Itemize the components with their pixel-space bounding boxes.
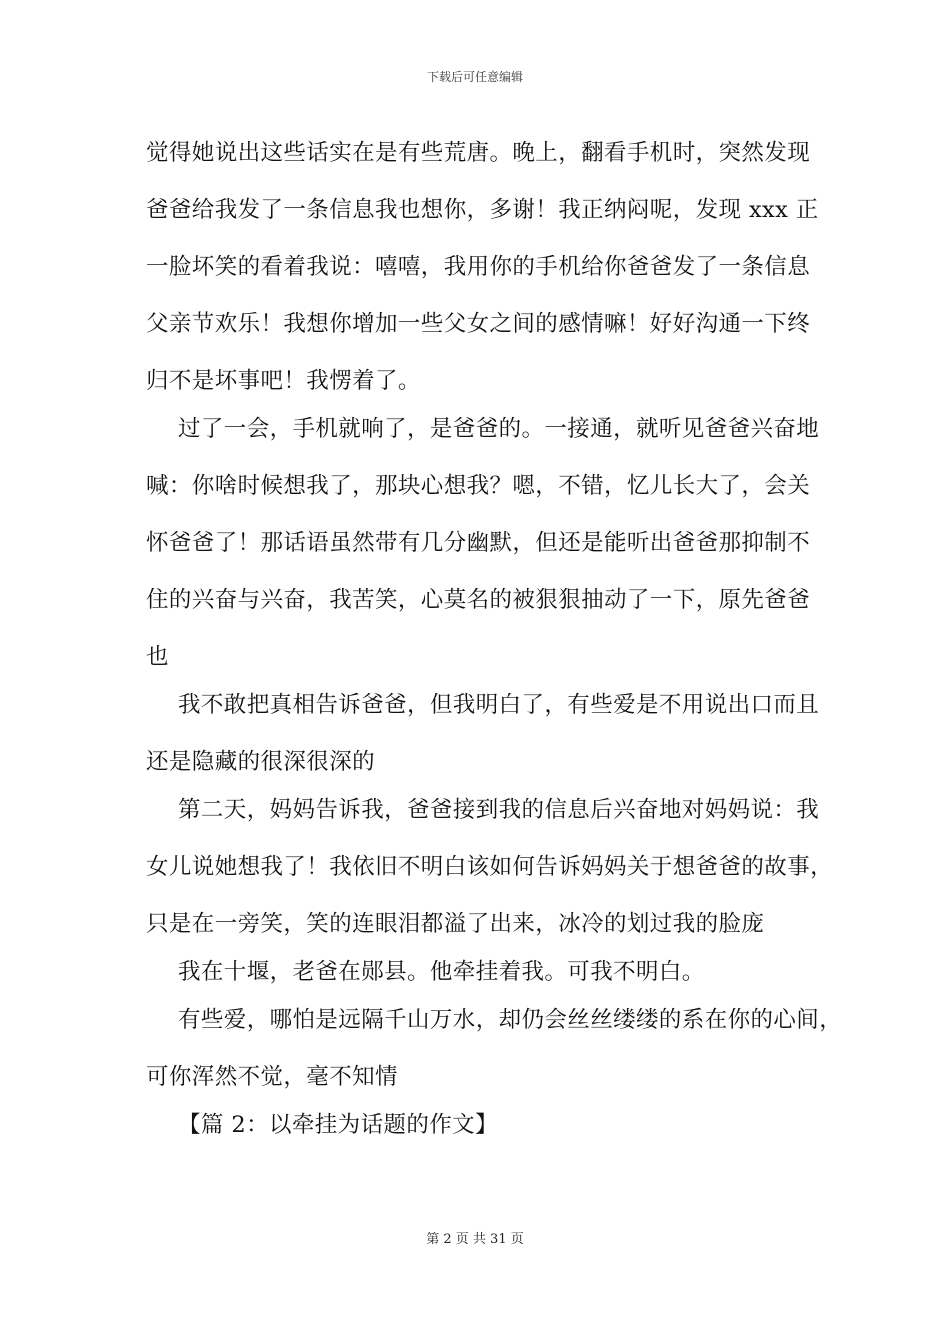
text-line: 我不敢把真相告诉爸爸，但我明白了，有些爱是不用说出口而且 [178, 692, 820, 718]
text-line: 喊：你啥时候想我了，那块心想我？嗯，不错，忆儿长大了，会关 [146, 473, 811, 499]
paragraph-4 [146, 791, 834, 943]
paragraph-1 [146, 134, 819, 400]
text-line: 父亲节欢乐！我想你增加一些父女之间的感情嘛！好好沟通一下终 [146, 311, 811, 337]
text-line: 一脸坏笑的看着我说：嘻嘻，我用你的手机给你爸爸发了一条信息 [146, 254, 811, 280]
text-line: 也 [146, 644, 169, 670]
text-line: 第二天，妈妈告诉我，爸爸接到我的信息后兴奋地对妈妈说：我 [178, 797, 820, 823]
page-header: 下载后可任意编辑 [426, 70, 523, 84]
text-line: 我在十堰，老爸在郧县。他牵挂着我。可我不明白。 [178, 959, 705, 985]
text-line: 归不是坏事吧！我愣着了。 [146, 368, 421, 394]
document-body [146, 134, 843, 1154]
paragraph-5 [146, 953, 814, 991]
text-line: 还是隐藏的很深很深的 [146, 749, 376, 775]
text-line: 女儿说她想我了！我依旧不明白该如何告诉妈妈关于想爸爸的故事， [146, 854, 834, 880]
text-line: 只是在一旁笑，笑的连眼泪都溢了出来，冰冷的划过我的脸庞 [146, 911, 765, 937]
page-footer: 第 2 页 共 31 页 [426, 1232, 524, 1247]
paragraph-6 [146, 1001, 843, 1096]
text-line: 觉得她说出这些话实在是有些荒唐。晚上，翻看手机时，突然发现 [146, 140, 811, 166]
paragraph-3 [146, 686, 820, 781]
text-line: 怀爸爸了！那话语虽然带有几分幽默，但还是能听出爸爸那抑制不 [146, 530, 811, 556]
text-line: 过了一会，手机就响了，是爸爸的。一接通，就听见爸爸兴奋地 [178, 416, 820, 442]
text-line: 住的兴奋与兴奋，我苦笑，心莫名的被狠狠抽动了一下，原先爸爸 [146, 587, 811, 613]
text-line: 可你浑然不觉，毫不知情 [146, 1064, 398, 1090]
section-title: 【篇 2：以牵挂为话题的作文】 [178, 1112, 498, 1138]
section-heading [146, 1106, 814, 1144]
paragraph-2 [146, 410, 820, 676]
text-line: 有些爱，哪怕是远隔千山万水，却仍会丝丝缕缕的系在你的心间， [178, 1007, 843, 1033]
text-line: 爸爸给我发了一条信息我也想你，多谢！我正纳闷呢，发现 xxx 正 [146, 197, 819, 223]
